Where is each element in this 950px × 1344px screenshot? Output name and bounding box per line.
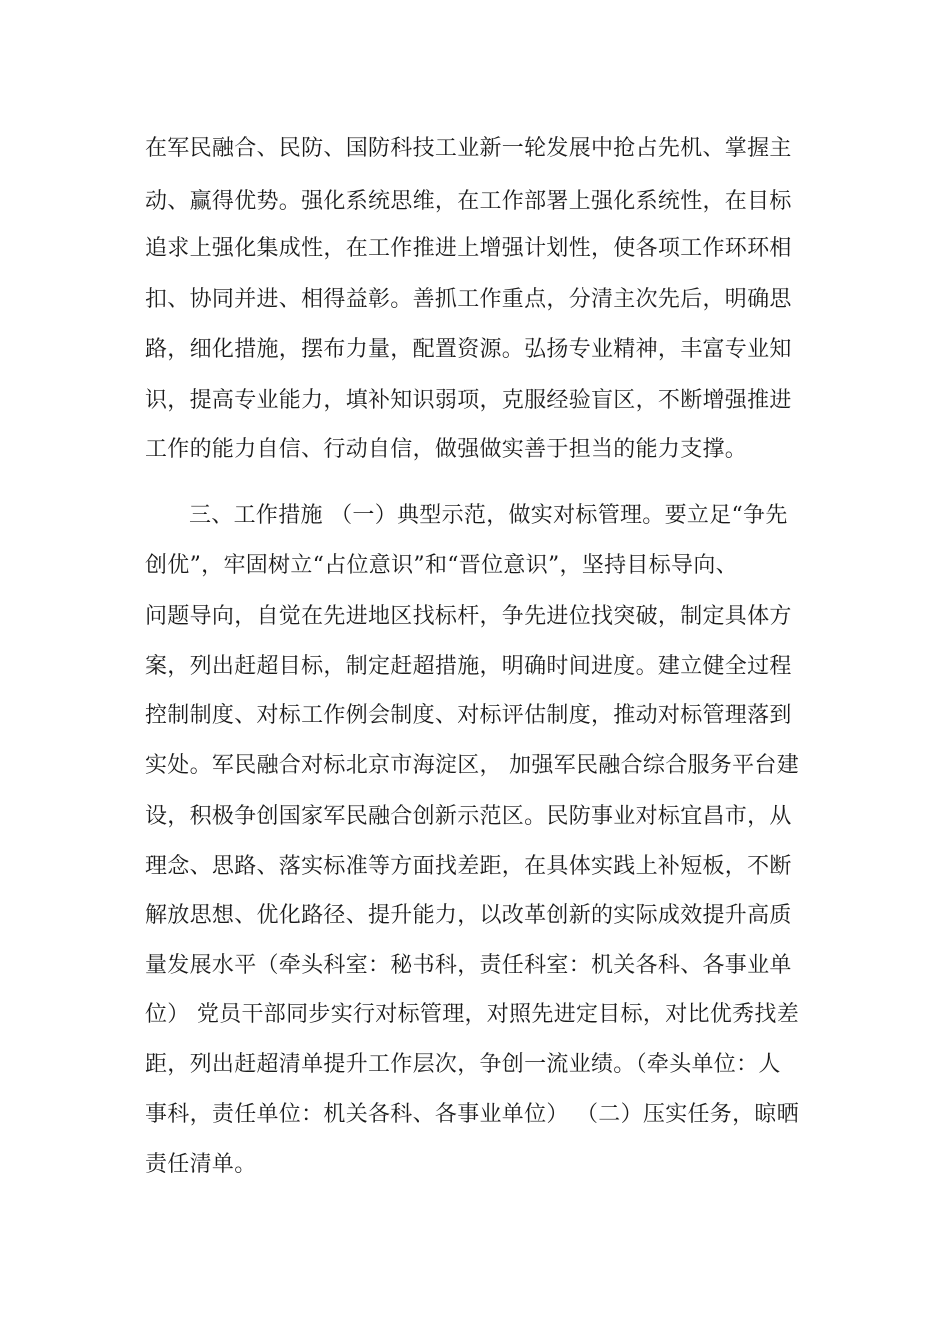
paragraph-2-line-9: 解放思想、优化路径、提升能力，以改革创新的实际成效提升高质: [145, 903, 792, 928]
paragraph-2-line-8: 理念、思路、落实标准等方面找差距，在具体实践上补短板，不断: [145, 854, 792, 879]
paragraph-1-line-2: 动、赢得优势。强化系统思维，在工作部署上强化系统性，在目标: [145, 189, 792, 214]
paragraph-2-line-14: 责任清单。: [145, 1152, 257, 1177]
paragraph-1-line-5: 路，细化措施，摆布力量，配置资源。弘扬专业精神，丰富专业知: [145, 337, 792, 362]
paragraph-2-line-3: 问题导向，自觉在先进地区找标杆，争先进位找突破，制定具体方: [145, 604, 792, 629]
paragraph-2-line-7: 设，积极争创国家军民融合创新示范区。民防事业对标宜昌市，从: [145, 804, 792, 829]
paragraph-2-line-6: 实处。军民融合对标北京市海淀区， 加强军民融合综合服务平台建: [145, 753, 799, 778]
paragraph-1-line-4: 扣、协同并进、相得益彰。善抓工作重点，分清主次先后，明确思: [145, 287, 792, 312]
paragraph-2-line-12: 距，列出赶超清单提升工作层次，争创一流业绩。（牵头单位：人: [145, 1052, 781, 1077]
paragraph-2-line-2: 创优”，牢固树立“占位意识”和“晋位意识”，坚持目标导向、: [145, 553, 738, 578]
paragraph-2-line-10: 量发展水平（牵头科室：秘书科，责任科室：机关各科、各事业单: [145, 953, 792, 978]
paragraph-2-line-5: 控制制度、对标工作例会制度、对标评估制度，推动对标管理落到: [145, 703, 792, 728]
paragraph-2-line-13: 事科，责任单位：机关各科、各事业单位） （二）压实任务，晾晒: [145, 1102, 799, 1127]
paragraph-1-line-3: 追求上强化集成性，在工作推进上增强计划性，使各项工作环环相: [145, 236, 792, 261]
paragraph-2-line-1: 三、工作措施 （一）典型示范，做实对标管理。要立足“争先: [189, 503, 788, 528]
paragraph-1-line-1: 在军民融合、民防、国防科技工业新一轮发展中抢占先机、掌握主: [145, 136, 792, 161]
paragraph-1-line-7: 工作的能力自信、行动自信，做强做实善于担当的能力支撑。: [145, 437, 748, 462]
paragraph-2-line-11: 位） 党员干部同步实行对标管理，对照先进定目标，对比优秀找差: [145, 1002, 799, 1027]
paragraph-2-line-4: 案，列出赶超目标，制定赶超措施，明确时间进度。建立健全过程: [145, 654, 792, 679]
paragraph-1-line-6: 识，提高专业能力，填补知识弱项，克服经验盲区，不断增强推进: [145, 388, 792, 413]
